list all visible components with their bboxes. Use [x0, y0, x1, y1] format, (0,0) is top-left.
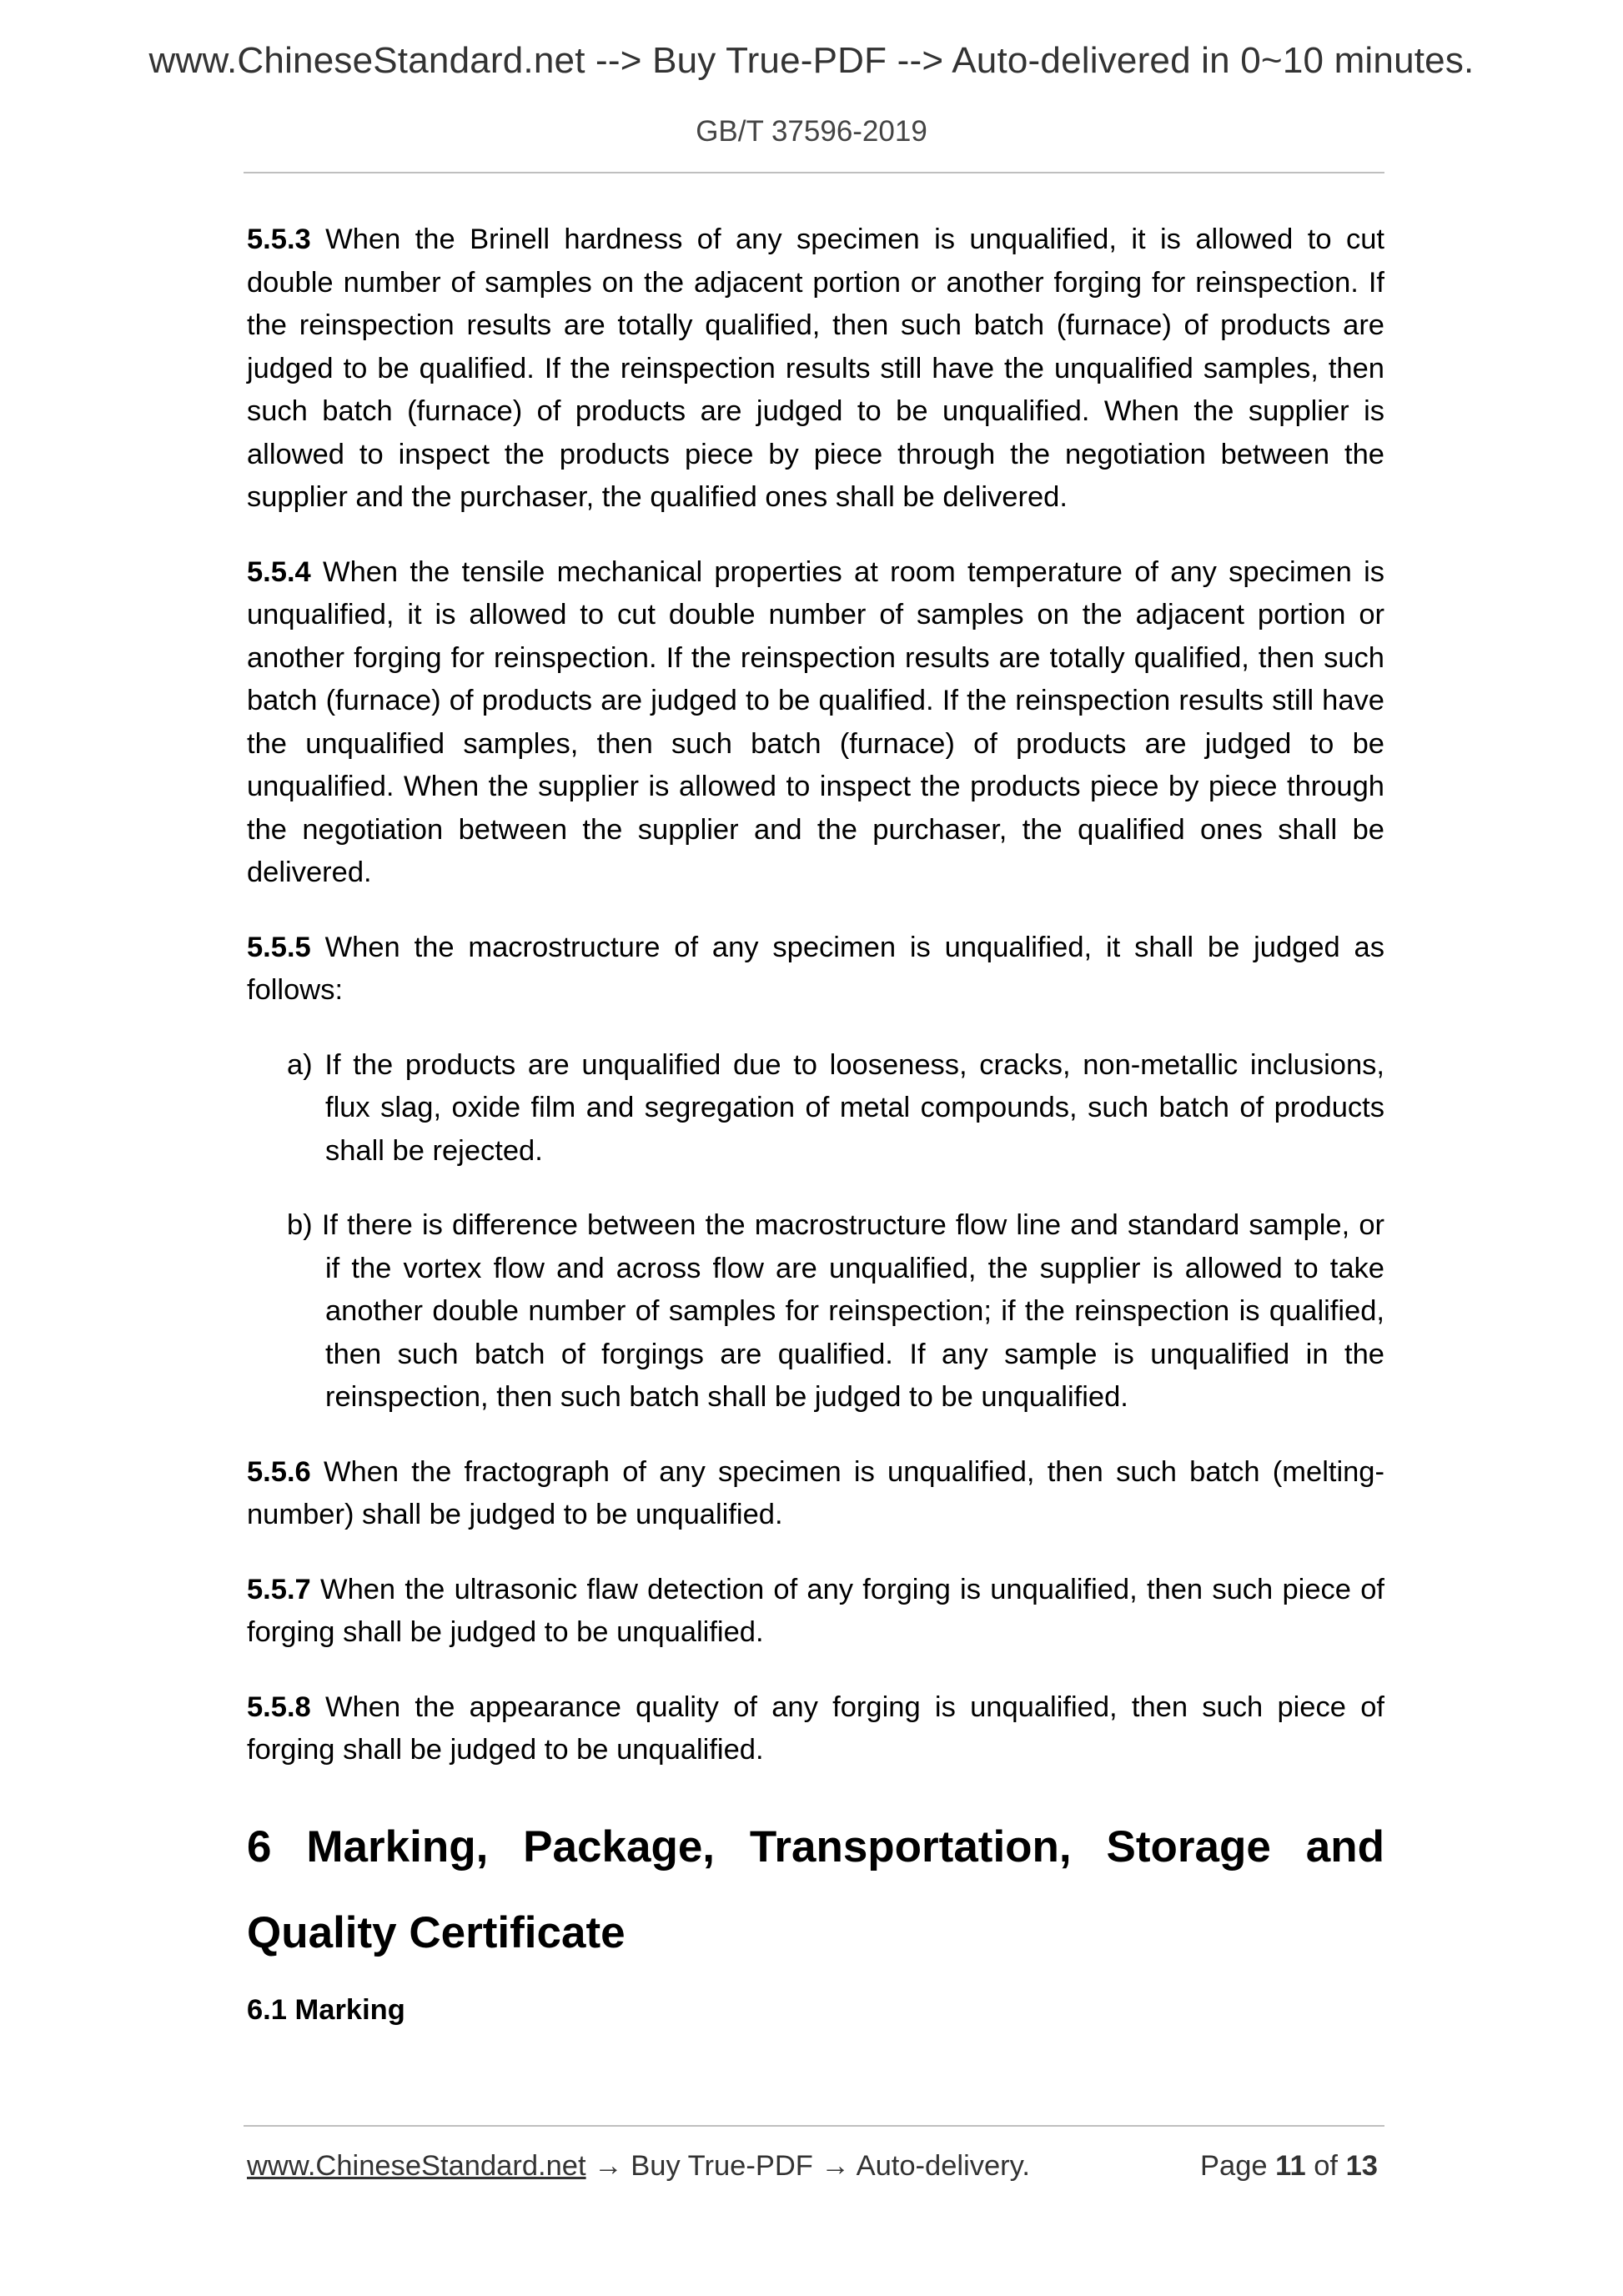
clause-5-5-8	[247, 1686, 1384, 1772]
document-body	[247, 219, 1384, 2032]
clause-number: 5.5.5	[247, 931, 311, 963]
clause-number: 5.5.4	[247, 555, 311, 588]
page-word: Page	[1200, 2150, 1268, 2182]
clause-5-5-6	[247, 1451, 1384, 1537]
clause-text: When the Brinell hardness of any specimen is unqualified, it is allowed to cut double number of samples on the adjacent portion or another forging for reinspection. If the reinspection results are totally qualified, then such batch (furnace) of products are judged to be qualified. If the reinspection results still have the unqualified samples, then such batch (furnace) of products are judged to be unqualified. When the supplier is allowed to inspect the products piece by piece through the negotiation between the supplier and the purchaser, the qualified ones shall be delivered.	[247, 224, 1384, 513]
clause-text: When the ultrasonic flaw detection of any forging is unqualified, then such piece of forging shall be judged to be unqualified.	[247, 1573, 1384, 1648]
footer-divider	[244, 2125, 1384, 2127]
list-item-text: If the products are unqualified due to looseness, cracks, non-metallic inclusions, flux slag, oxide film and segregation of metal compounds, such batch of products shall be rejected.	[324, 1048, 1384, 1167]
footer-promo	[247, 2150, 1030, 2183]
clause-text: When the tensile mechanical properties at room temperature of any specimen is unqualified, it is allowed to cut double number of samples on the adjacent portion or another forging for reinspection. If the reinspection results are totally qualified, then such batch (furnace) of products are judged to be qualified. If the reinspection results still have the unqualified samples, then such batch (furnace) of products are judged to be unqualified. When the supplier is allowed to inspect the products piece by piece through the negotiation between the supplier and the purchaser, the qualified ones shall be delivered.	[247, 555, 1384, 888]
page-footer	[247, 2150, 1384, 2192]
page-current: 11	[1275, 2150, 1306, 2182]
clause-5-5-5	[247, 927, 1384, 1012]
clause-5-5-3	[247, 219, 1384, 520]
clause-text: When the appearance quality of any forging is unqualified, then such piece of forging shall be judged to be unqualified.	[247, 1691, 1384, 1766]
of-word: of	[1314, 2150, 1339, 2182]
clause-number: 5.5.6	[247, 1455, 311, 1488]
clause-5-5-7	[247, 1569, 1384, 1655]
clause-number: 5.5.8	[247, 1691, 311, 1723]
page-indicator	[1200, 2150, 1378, 2183]
list-item-label: b)	[287, 1209, 313, 1241]
page-total: 13	[1345, 2150, 1378, 2182]
subsection-heading: 6.1 Marking	[247, 1993, 405, 2026]
section-heading: 6 Marking, Package, Transportation, Storage and Quality Certificate	[247, 1821, 1384, 1957]
clause-number: 5.5.7	[247, 1573, 311, 1605]
clause-5-5-4	[247, 551, 1384, 895]
clause-text: When the fractograph of any specimen is unqualified, then such batch (melting-number) shall be judged to be unqualified.	[247, 1455, 1384, 1530]
footer-tagline: → Buy True-PDF → Auto-delivery.	[594, 2150, 1030, 2182]
clause-number: 5.5.3	[247, 224, 311, 255]
site-link[interactable]: www.ChineseStandard.net	[247, 2150, 586, 2182]
header-divider	[244, 172, 1384, 173]
list-item-a	[287, 1044, 1384, 1173]
list-item-label: a)	[287, 1048, 313, 1081]
list-item-b	[287, 1204, 1384, 1419]
standard-number: GB/T 37596-2019	[696, 115, 927, 148]
site-banner: www.ChineseStandard.net --> Buy True-PDF --> Auto-delivered in 0~10 minutes.	[148, 40, 1475, 81]
list-item-text: If there is difference between the macrostructure flow line and standard sample, or if the vortex flow and across flow are unqualified, the supplier is allowed to take another double number of samples for reinspection; if the reinspection is qualified, then such batch of forgings are qualified. If any sample is unqualified in the reinspection, then such batch shall be judged to be unqualified.	[321, 1209, 1384, 1413]
clause-text: When the macrostructure of any specimen is unqualified, it shall be judged as follows:	[247, 931, 1384, 1006]
